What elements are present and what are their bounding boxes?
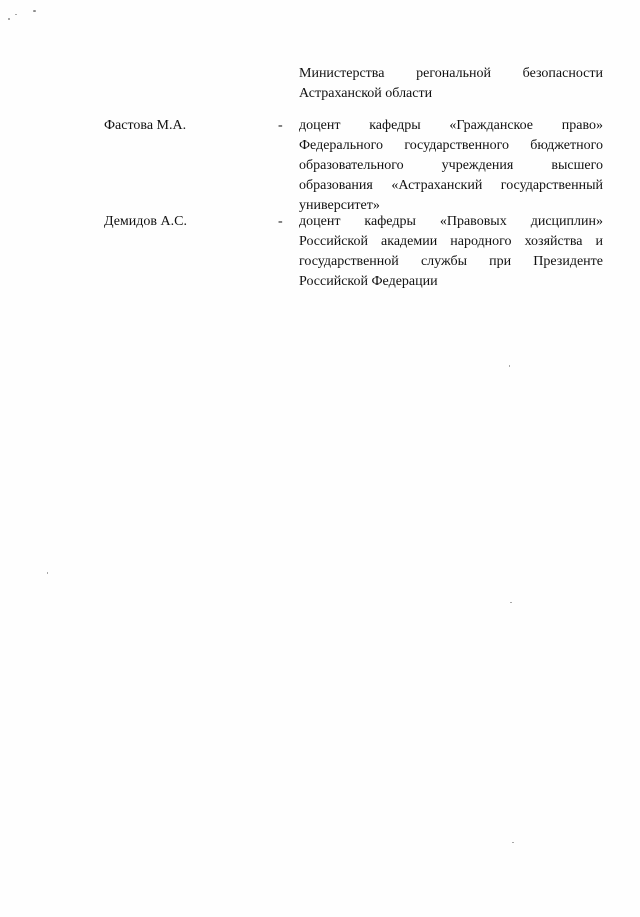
person-name: Демидов А.С. — [104, 214, 187, 229]
scan-speck — [510, 602, 512, 603]
scan-speck — [15, 14, 17, 15]
scan-speck — [509, 365, 510, 367]
person-position: доцент кафедры «Гражданское право» Федерального государственного бюджетного образовательного учреждения высшего образования «Астраханский государственный университет» — [299, 118, 603, 213]
scan-speck — [47, 572, 48, 574]
entry-dash: - — [278, 214, 283, 229]
continuation-text: Министерства регональной безопасности Астраханской области — [299, 66, 603, 101]
person-name: Фастова М.А. — [104, 118, 187, 133]
scan-speck — [33, 10, 36, 12]
person-position: доцент кафедры «Правовых дисциплин» Российской академии народного хозяйства и государственной службы при Президенте Российской Федерации — [299, 214, 603, 289]
entry-dash: - — [278, 118, 283, 133]
scan-speck — [512, 842, 514, 843]
scan-speck — [8, 18, 10, 20]
